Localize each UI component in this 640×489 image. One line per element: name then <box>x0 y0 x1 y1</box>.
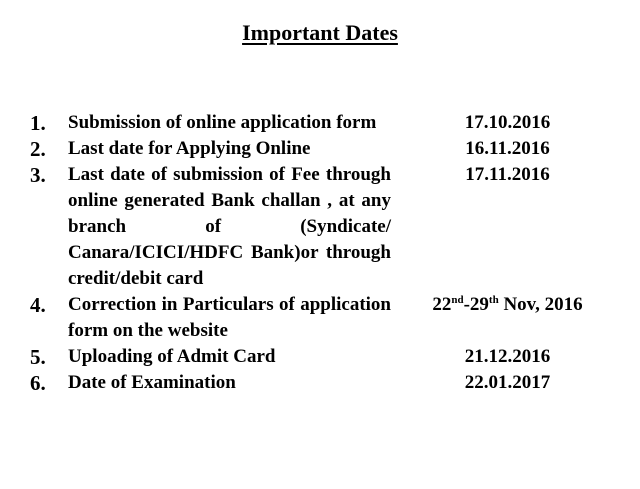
page-title: Important Dates <box>242 20 398 45</box>
item-description: Date of Examination <box>68 372 236 393</box>
item-number: 5. <box>30 345 46 369</box>
item-date: 17.11.2016 <box>465 164 550 185</box>
item-number: 2. <box>30 137 46 161</box>
date-separator: - <box>463 294 470 315</box>
date-end-suffix: th <box>488 294 499 306</box>
list-item <box>0 292 640 344</box>
date-start-suffix: nd <box>451 294 464 306</box>
item-date: 17.10.2016 <box>464 112 551 133</box>
item-date: 16.11.2016 <box>465 138 550 159</box>
list-item <box>0 370 640 396</box>
item-description: Correction in Particulars of application form on the website <box>68 294 391 341</box>
date-month-year: Nov, 2016 <box>498 294 583 315</box>
item-date: 21.12.2016 <box>464 346 551 367</box>
list-item <box>0 110 640 136</box>
item-date: 22.01.2017 <box>464 372 551 393</box>
list-item <box>0 344 640 370</box>
item-number: 1. <box>30 111 46 135</box>
date-start-day: 22 <box>432 294 452 315</box>
item-number: 6. <box>30 371 46 395</box>
item-description: Submission of online application form <box>68 112 377 133</box>
item-number: 3. <box>30 163 46 187</box>
item-number: 4. <box>30 293 46 317</box>
list-item <box>0 136 640 162</box>
important-dates-list <box>0 110 640 396</box>
item-description: Uploading of Admit Card <box>68 346 276 367</box>
date-end-day: 29 <box>469 294 489 315</box>
list-item <box>0 162 640 292</box>
item-description: Last date for Applying Online <box>68 138 311 159</box>
item-date <box>395 292 620 318</box>
item-description: Last date of submission of Fee through online generated Bank challan , at any branch of (Syndicate/ Canara/ICICI/HDFC Bank)or through credit/debit card <box>68 164 391 289</box>
